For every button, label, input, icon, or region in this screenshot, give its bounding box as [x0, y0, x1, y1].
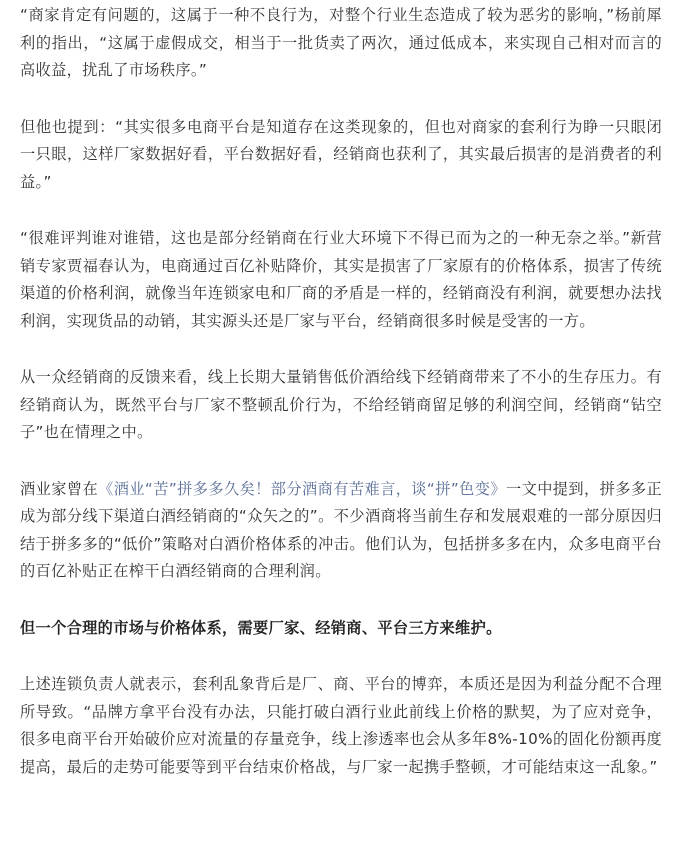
- heading-text: 但一个合理的市场与价格体系，需要厂家、经销商、平台三方来维护。: [20, 618, 502, 637]
- paragraph-text: 上述连锁负责人就表示，套利乱象背后是厂、商、平台的博弈，本质还是因为利益分配不合理所导致。“品牌方拿平台没有办法，只能打破白酒行业此前线上价格的默契，为了应对竞争，很多电商平台开始破价应对流量的存量竞争，线上渗透率也会从多年8%-10%的固化份额再度提高，最后的走势可能要等到平台结束价格战，与厂家一起携手整顿，才可能结束这一乱象。”: [20, 675, 662, 776]
- article-body: [20, 2, 662, 810]
- section-heading: [20, 615, 662, 643]
- paragraph-expert-opinion: [20, 225, 662, 335]
- article-link[interactable]: 《酒业“苦”拼多多久矣！部分酒商有苦难言，谈“拼”色变》: [98, 479, 506, 498]
- paragraph-chain-manager: [20, 671, 662, 781]
- paragraph-dealer-feedback: [20, 364, 662, 447]
- paragraph-text: 酒业家曾在: [20, 479, 99, 498]
- paragraph-pinduoduo-reference: [20, 476, 662, 586]
- paragraph-text: “很难评判谁对谁错，这也是部分经销商在行业大环境下不得已而为之的一种无奈之举。”新营销专家贾福春认为，电商通过百亿补贴降价，其实是损害了厂家原有的价格体系，损害了传统渠道的价格利润，就像当年连锁家电和厂商的矛盾是一样的，经销商没有利润，就要想办法找利润，实现货品的动销，其实源头还是厂家与平台，经销商很多时候是受害的一方。: [20, 229, 662, 330]
- paragraph-yangqian-quote: [20, 2, 662, 85]
- paragraph-text: 从一众经销商的反馈来看，线上长期大量销售低价酒给线下经销商带来了不小的生存压力。有经销商认为，既然平台与厂家不整顿乱价行为，不给经销商留足够的利润空间，经销商“钻空子”也在情理之中。: [20, 368, 662, 441]
- paragraph-text: 一文中提到，拼多多正成为部分线下渠道白酒经销商的“众矢之的”。不少酒商将当前生存和发展艰难的一部分原因归结于拼多多的“低价”策略对白酒价格体系的冲击。他们认为，包括拼多多在内，众多电商平台的百亿补贴正在榨干白酒经销商的合理利润。: [20, 479, 663, 580]
- paragraph-platform-awareness: [20, 114, 662, 197]
- paragraph-text: “商家肯定有问题的，这属于一种不良行为，对整个行业生态造成了较为恶劣的影响，”杨前犀利的指出，“这属于虚假成交，相当于一批货卖了两次，通过低成本，来实现自己相对而言的高收益，扰乱了市场秩序。”: [20, 6, 662, 79]
- paragraph-text: 但他也提到：“其实很多电商平台是知道存在这类现象的，但也对商家的套利行为睁一只眼闭一只眼，这样厂家数据好看，平台数据好看，经销商也获利了，其实最后损害的是消费者的利益。”: [20, 117, 662, 191]
